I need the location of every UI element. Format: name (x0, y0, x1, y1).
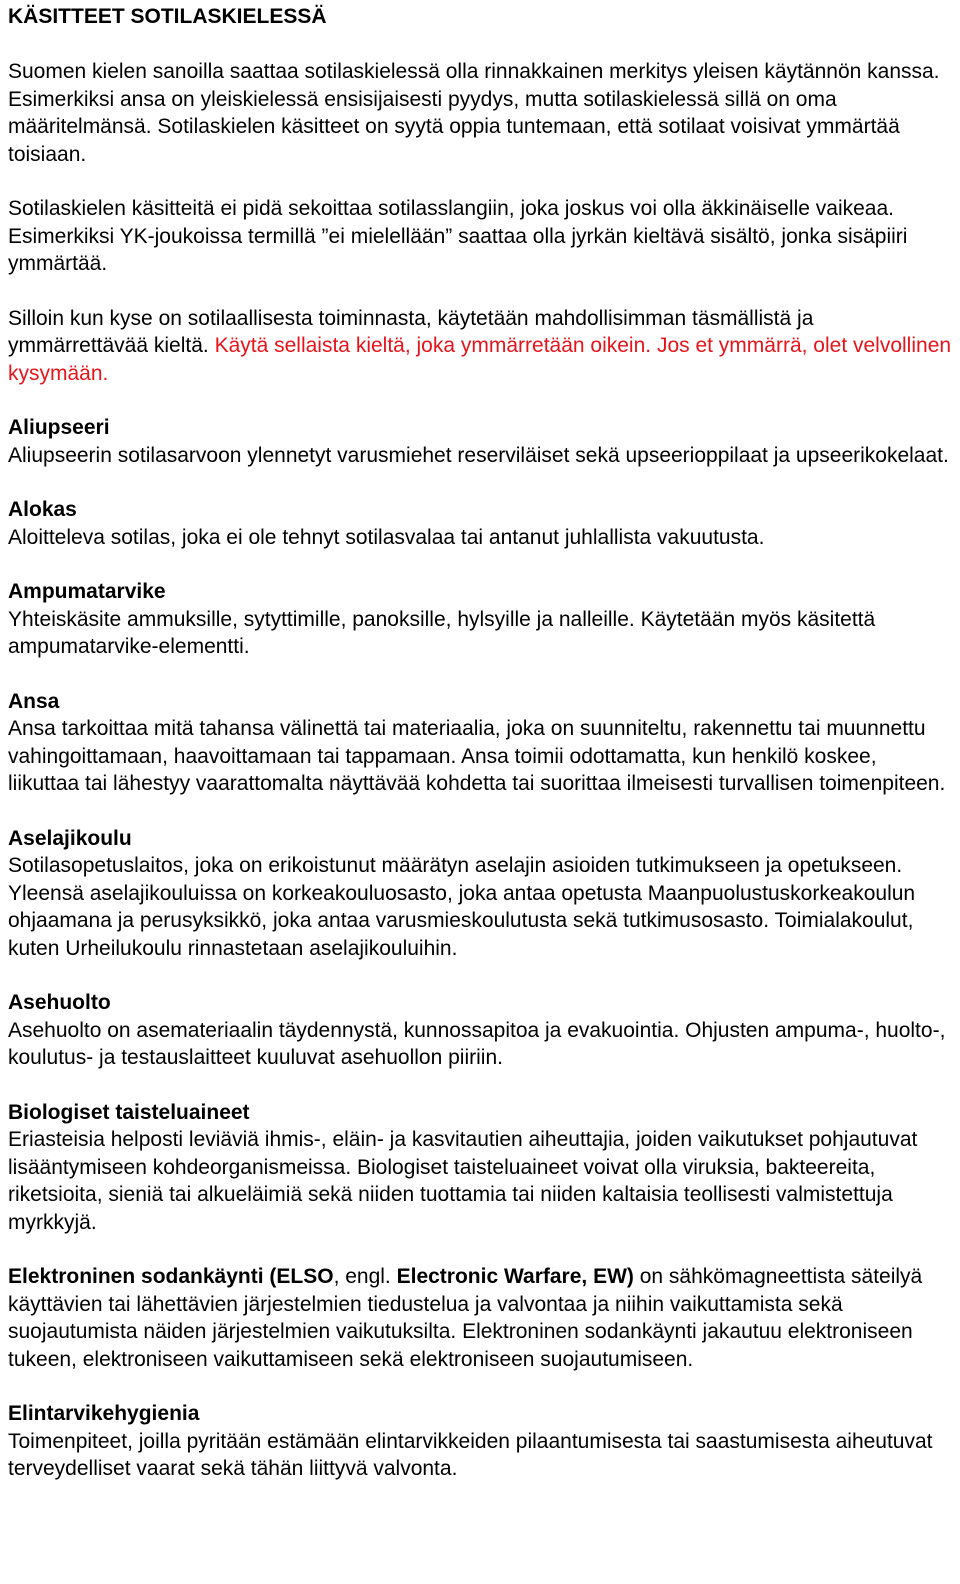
intro-paragraph-1: Suomen kielen sanoilla saattaa sotilaskielessä olla rinnakkainen merkitys yleisen käytännön kanssa. Esimerkiksi ansa on yleiskielessä ensisijaisesti pyydys, mutta sotilaskielessä sillä on oma määritelmänsä. Sotilaskielen käsitteet on syytä oppia tuntemaan, että sotilaat voisivat ymmärtää toisiaan. (8, 60, 940, 166)
term-definition: Toimenpiteet, joilla pyritään estämään elintarvikkeiden pilaantumisesta tai saastumisesta aiheutuvat terveydelliset vaarat sekä tähän liittyvä valvonta. (8, 1429, 933, 1480)
term-definition: Ansa tarkoittaa mitä tahansa välinettä tai materiaalia, joka on suunniteltu, rakennettu tai muunnettu vahingoittamaan, haavoittamaan tai tappamaan. Ansa toimii odottamatta, kun henkilö koskee, liikuttaa tai lähestyy vaarattomalta näyttävää kohdetta tai suorittaa ilmeisesti turvallisen toimenpiteen. (8, 717, 946, 795)
term-heading: Elintarvikehygienia (8, 1402, 200, 1425)
term-heading: Elektroninen sodankäynti (ELSO (8, 1265, 334, 1288)
term-heading: Aselajikoulu (8, 826, 132, 850)
term-definition: Aliupseerin sotilasarvoon ylennetyt varusmiehet reserviläiset sekä upseerioppilaat ja upseerikokelaat. (8, 443, 949, 467)
term-heading: Alokas (8, 498, 77, 521)
glossary-entry-elso (8, 1263, 952, 1373)
term-definition: Sotilasopetuslaitos, joka on erikoistunut määrätyn aselajin asioiden tutkimukseen ja opetukseen. Yleensä aselajikouluissa on korkeakouluosasto, joka antaa opetusta Maanpuolustuskorkeakoulun ohjaamana ja perusyksikkö, joka antaa varusmieskoulutusta sekä tutkimusosasto. Toimialakoulut, kuten Urheilukoulu rinnastetaan aselajikouluihin. (8, 854, 916, 960)
glossary-entry-alokas (8, 496, 952, 551)
term-heading: Aliupseeri (8, 416, 110, 439)
term-definition: Aloitteleva sotilas, joka ei ole tehnyt sotilasvalaa tai antanut juhlallista vakuutusta. (8, 525, 765, 549)
glossary-entry-elintarvikehygienia (8, 1400, 952, 1483)
glossary-entry-ampumatarvike (8, 578, 952, 661)
term-heading: Ansa (8, 689, 60, 713)
highlighted-instruction: Käytä sellaista kieltä, joka ymmärretään oikein. Jos et ymmärrä, olet velvollinen kysymään. (8, 334, 952, 385)
term-heading: Ampumatarvike (8, 580, 166, 603)
term-english-heading: Electronic Warfare, EW) (396, 1265, 634, 1288)
glossary-entry-aselajikoulu (8, 825, 952, 963)
intro-paragraph-2: Sotilaskielen käsitteitä ei pidä sekoittaa sotilasslangiin, joka joskus voi olla äkkinäiselle vaikeaa. Esimerkiksi YK-joukoissa termillä ”ei mielellään” saattaa olla jyrkän kieltävä sisältö, jonka sisäpiiri ymmärtää. (8, 197, 908, 275)
intro-paragraph-3 (8, 305, 952, 388)
term-definition (8, 1263, 952, 1373)
document-title: KÄSITTEET SOTILASKIELESSÄ (8, 5, 327, 28)
term-definition-text: on sähkömagneettista säteilyä käyttävien tai lähettävien järjestelmien tiedustelua ja valvontaa ja niihin vaikuttamista sekä suojautumista näiden järjestelmien vaikutuksilta. Elektroninen sodankäynti jakautuu elektroniseen tukeen, elektroniseen vaikuttamiseen sekä elektroniseen suojautumiseen. (8, 1265, 923, 1371)
intro-paragraph-3-text: Silloin kun kyse on sotilaallisesta toiminnasta, käytetään mahdollisimman täsmällistä ja ymmärrettävää kieltä. (8, 306, 814, 357)
term-definition: Eriasteisia helposti leviäviä ihmis-, eläin- ja kasvitautien aiheuttajia, joiden vaikutukset pohjautuvat lisääntymiseen kohdeorganismeissa. Biologiset taisteluaineet voivat olla viruksia, bakteereita, riketsioita, sieniä tai alkueläimiä sekä niiden tuottamia tai niiden kaltaisia teollisesti valmistettuja myrkkyjä. (8, 1128, 918, 1234)
glossary-entry-biologiset-taisteluaineet (8, 1099, 952, 1237)
term-definition: Asehuolto on asemateriaalin täydennystä, kunnossapitoa ja evakuointia. Ohjusten ampuma-, huolto-, koulutus- ja testauslaitteet kuuluvat asehuollon piiriin. (8, 1018, 946, 1069)
glossary-entry-aliupseeri (8, 414, 952, 469)
glossary-entry-asehuolto (8, 989, 952, 1072)
term-connector: , engl. (333, 1265, 397, 1288)
term-definition: Yhteiskäsite ammuksille, sytyttimille, panoksille, hylsyille ja nalleille. Käytetään myös käsitettä ampumatarvike-elementti. (8, 607, 876, 658)
glossary-entry-ansa (8, 688, 952, 798)
term-heading: Biologiset taisteluaineet (8, 1100, 250, 1124)
document-page (0, 2, 960, 1584)
term-heading: Asehuolto (8, 991, 111, 1014)
